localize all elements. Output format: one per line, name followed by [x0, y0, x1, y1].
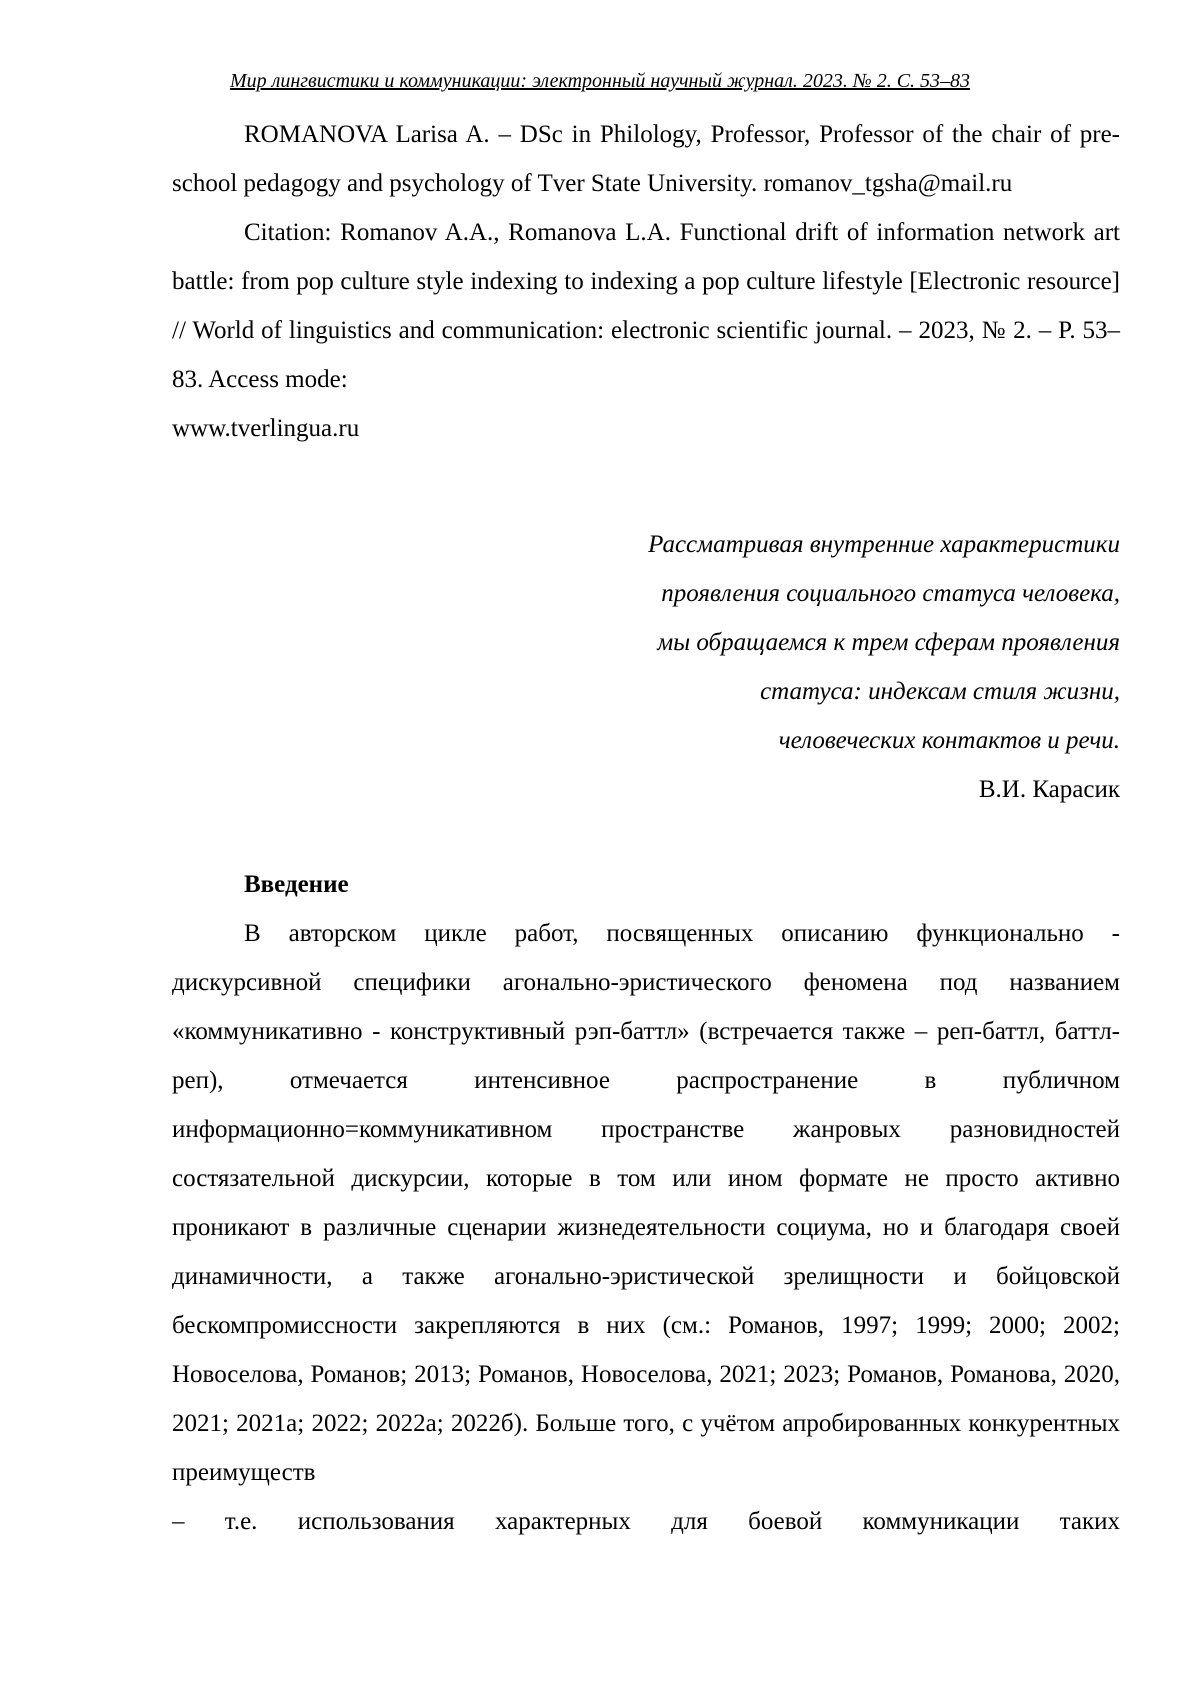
introduction-last-line: – т.е. использования характерных для боевой коммуникации таких: [172, 1508, 1120, 1535]
epigraph-line: статуса: индексам стиля жизни,: [760, 678, 1120, 705]
epigraph-line: мы обращаемся к трем сферам проявления: [657, 629, 1120, 656]
introduction-paragraph: В авторском цикле работ, посвященных описанию функционально - дискурсивной специфики агонально-эристического феномена под названием «коммуникативно - конструктивный рэп-баттл» (встречается также – реп-баттл, баттл-реп), отмечается интенсивное распространение в публичном информационно=коммуникативном пространстве жанровых разновидностей состязательной дискурсии, которые в том или ином формате не просто активно проникают в различные сценарии жизнедеятельности социума, но и благодаря своей динамичности, а также агонально-эристической зрелищности и бойцовской бескомпромиссности закрепляются в них (см.: Романов, 1997; 1999; 2000; 2002; Новоселова, Романов; 2013; Романов, Новоселова, 2021; 2023; Романов, Романова, 2020, 2021; 2021а; 2022; 2022а; 2022б). Больше того, с учётом апробированных конкурентных преимуществ: [172, 920, 1120, 1486]
author-info-text: ROMANOVA Larisa A. – DSc in Philology, Professor, Professor of the chair of pre-school pedagogy and psychology of Tver State University.: [172, 121, 1120, 197]
citation-text: Citation: Romanov A.A., Romanova L.A. Functional drift of information network art battle: from pop culture style indexing to indexing a pop culture lifestyle [Electronic resource] // World of linguistics and communication: electronic scientific journal. – 2023, № 2. – P. 53–83. Access mode:: [172, 219, 1120, 393]
citation-url-line: [172, 404, 1120, 453]
epigraph-author: В.И. Карасик: [978, 776, 1120, 803]
running-header: Мир лингвистики и коммуникации: электронный научный журнал. 2023. № 2. С. 53–83: [229, 70, 971, 92]
author-info-paragraph: [172, 110, 1120, 208]
epigraph-line: проявления социального статуса человека,: [661, 580, 1120, 607]
epigraph-line: человеческих контактов и речи.: [778, 727, 1120, 754]
epigraph-line: Рассматривая внутренние характеристики: [648, 531, 1120, 558]
epigraph: [172, 520, 1120, 814]
citation-paragraph: [172, 208, 1120, 404]
citation-url: www.tverlingua.ru: [172, 415, 360, 442]
page-content: [172, 110, 1120, 1546]
author-email: romanov_tgsha@mail.ru: [763, 170, 1013, 197]
section-heading: Введение: [244, 871, 349, 898]
